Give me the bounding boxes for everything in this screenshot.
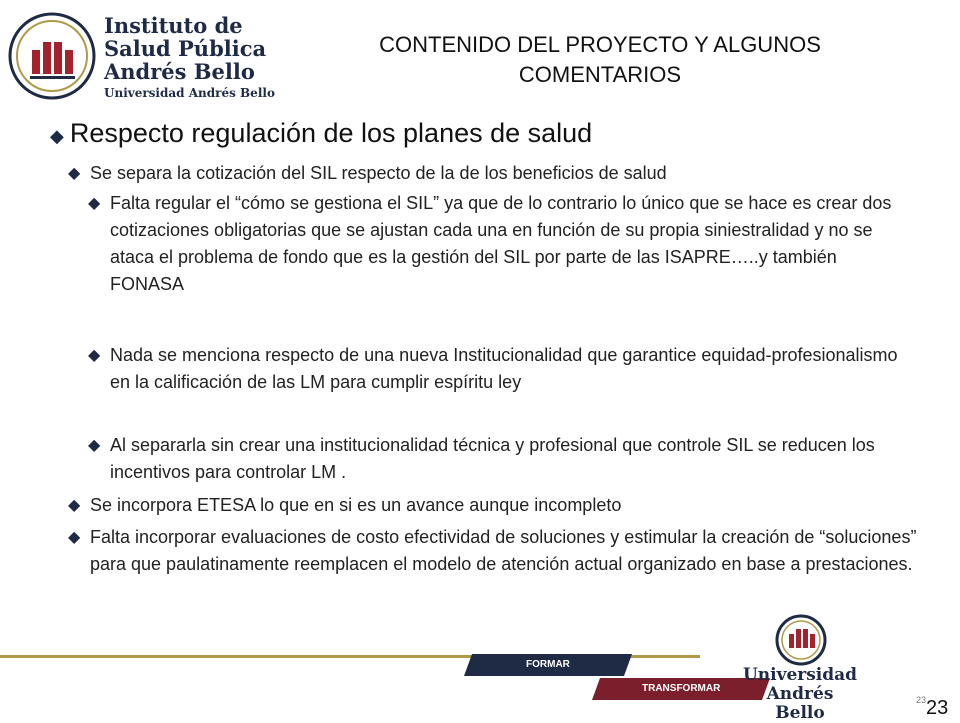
page-number-small: 23 bbox=[916, 695, 927, 705]
diamond-bullet-icon: ◆ bbox=[88, 195, 101, 212]
section-heading-text: Respecto regulación de los planes de salud bbox=[69, 118, 593, 148]
sub-bullet-item bbox=[88, 342, 908, 396]
bullet-text: Falta incorporar evaluaciones de costo efectividad de soluciones y estimular la creación de “soluciones” para que paulatinamente reemplacen el modelo de atención actual organizado en base a prestaciones. bbox=[90, 527, 917, 574]
slide-title bbox=[300, 30, 900, 90]
bullet-text: Se incorpora ETESA lo que en si es un avance aunque incompleto bbox=[90, 495, 622, 515]
logo-subtitle: Universidad Andrés Bello bbox=[104, 86, 275, 100]
transformar-label: TRANSFORMAR bbox=[641, 683, 721, 694]
sub-bullet-item bbox=[88, 190, 908, 298]
sub-bullet-text: Nada se menciona respecto de una nueva Institucionalidad que garantice equidad-profesionalismo en la calificación de las LM para cumplir espíritu ley bbox=[110, 345, 898, 392]
diamond-bullet-icon: ◆ bbox=[68, 529, 81, 546]
bullet-item bbox=[68, 492, 918, 519]
formar-band bbox=[464, 654, 632, 676]
logo-line-3: Andrés Bello bbox=[104, 59, 255, 84]
diamond-bullet-icon: ◆ bbox=[68, 497, 81, 514]
institute-emblem-icon bbox=[8, 10, 98, 102]
bullet-text: Se separa la cotización del SIL respecto de la de los beneficios de salud bbox=[90, 163, 667, 183]
institute-logo bbox=[8, 10, 275, 102]
slide-title-line-2: COMENTARIOS bbox=[518, 62, 682, 87]
bullet-item bbox=[68, 524, 918, 578]
bullet-item bbox=[68, 160, 918, 187]
page-number: 23 bbox=[926, 697, 949, 719]
university-name-line-2: Andrés Bello bbox=[766, 684, 834, 723]
sub-bullet-text: Falta regular el “cómo se gestiona el SIL” ya que de lo contrario lo único que se hace es crear dos cotizaciones obligatorias que se ajustan cada una en función de su propia siniestralidad y no se ataca el problema de fondo que es la gestión del SIL por parte de las ISAPRE…..y también FONASA bbox=[110, 193, 892, 294]
sub-bullet-text: Al separarla sin crear una institucionalidad técnica y profesional que controle SIL se reducen los incentivos para controlar LM . bbox=[110, 435, 875, 482]
diamond-bullet-icon: ◆ bbox=[88, 347, 101, 364]
university-name-line-1: Universidad bbox=[742, 665, 858, 685]
section-heading bbox=[50, 118, 592, 149]
slide-title-line-1: CONTENIDO DEL PROYECTO Y ALGUNOS bbox=[379, 32, 821, 57]
formar-label: FORMAR bbox=[526, 659, 570, 670]
diamond-bullet-icon: ◆ bbox=[88, 437, 101, 454]
diamond-bullet-icon: ◆ bbox=[68, 165, 81, 182]
logo-line-1: Instituto de bbox=[104, 13, 243, 38]
university-name bbox=[740, 666, 860, 723]
logo-line-2: Salud Pública bbox=[104, 36, 267, 61]
diamond-bullet-icon: ◆ bbox=[50, 126, 64, 146]
sub-bullet-item bbox=[88, 432, 908, 486]
